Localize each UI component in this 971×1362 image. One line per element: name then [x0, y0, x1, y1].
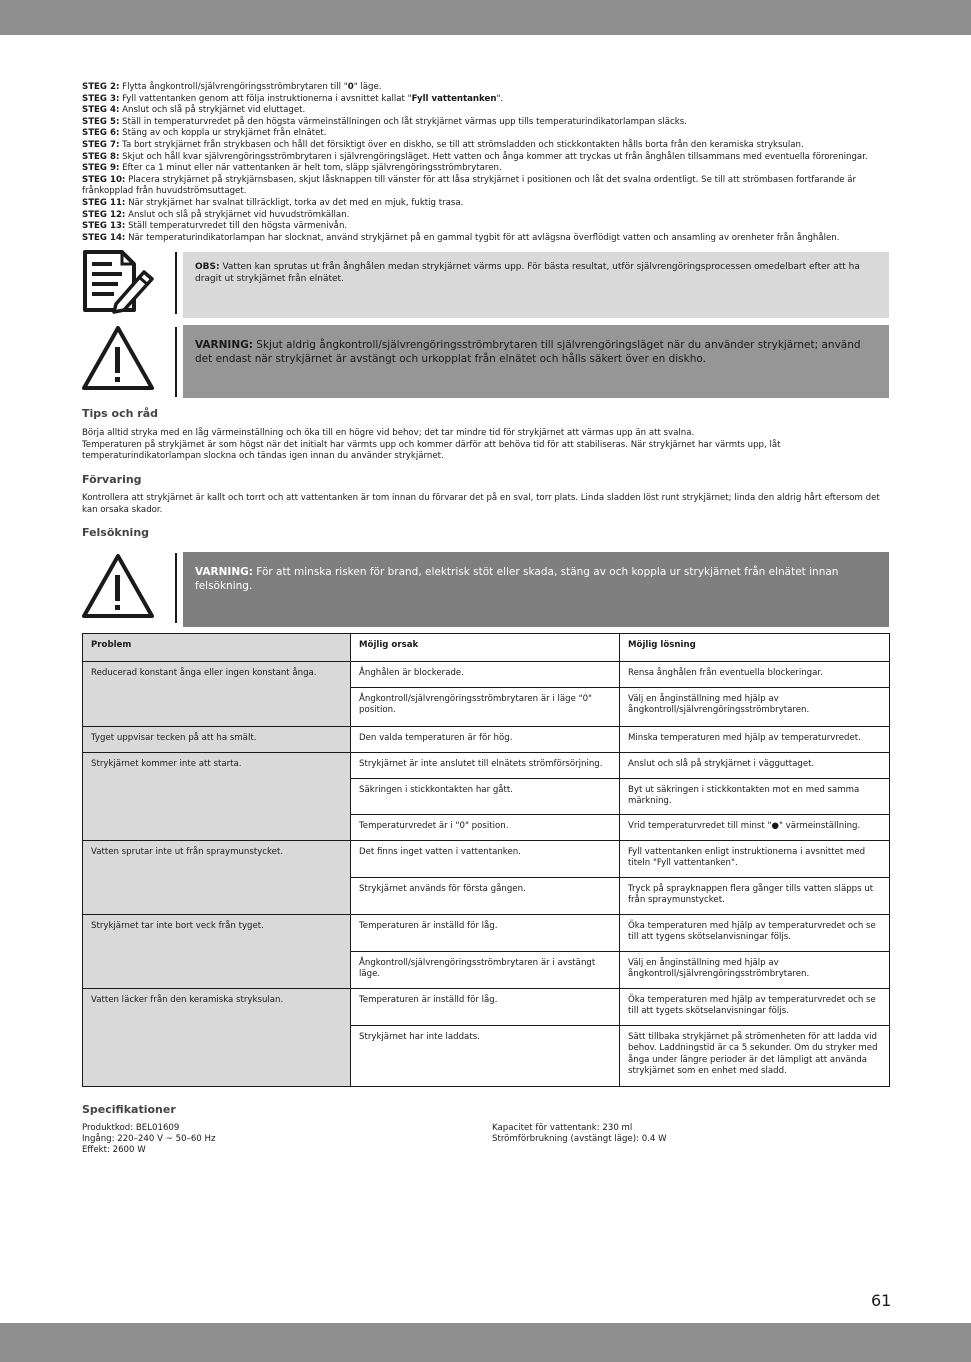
- cause-cell: Ånghålen är blockerade.: [351, 662, 620, 688]
- step-text: När temperaturindikatorlampan har slocknat, använd strykjärnet på en gammal tygbit för att avlägsna överflödigt vatten och ansamling av orenheter från ånghålen.: [125, 232, 840, 243]
- step-label: STEG 3:: [82, 93, 120, 104]
- cause-cell: Temperaturen är inställd för låg.: [351, 914, 620, 951]
- step-label: STEG 11:: [82, 197, 126, 208]
- specs-right: [492, 1123, 667, 1145]
- solution-cell: Byt ut säkringen i stickkontakten mot en med samma märkning.: [620, 779, 890, 815]
- table-row: [83, 662, 890, 688]
- step-text: När strykjärnet har svalnat tillräckligt, torka av det med en mjuk, fuktig trasa.: [125, 197, 464, 208]
- solution-cell: Välj en ånginställning med hjälp av ångkontroll/självrengöringsströmbrytaren.: [620, 951, 890, 988]
- step-text: Ta bort strykjärnet från strykbasen och håll det försiktigt över en diskho, se till att strömsladden och stickkontakten hålls borta från den keramiska stryksulan.: [119, 139, 804, 150]
- cause-cell: Säkringen i stickkontakten har gått.: [351, 779, 620, 815]
- troubleshooting-warning-callout: [82, 550, 889, 627]
- obs-callout: [82, 248, 889, 318]
- step-item: [82, 105, 889, 117]
- problem-cell: Strykjärnet kommer inte att starta.: [83, 753, 351, 841]
- problem-cell: Vatten sprutar inte ut från spraymunstycket.: [83, 840, 351, 914]
- step-label: STEG 8:: [82, 151, 120, 162]
- table-row: [83, 914, 890, 951]
- step-label: STEG 9:: [82, 163, 120, 174]
- problem-cell: Reducerad konstant ånga eller ingen konstant ånga.: [83, 662, 351, 727]
- step-item: [82, 94, 889, 106]
- step-label: STEG 7:: [82, 139, 120, 150]
- table-row: [83, 840, 890, 877]
- storage-text: [82, 493, 889, 516]
- obs-label: OBS:: [195, 262, 220, 272]
- bottom-band: [0, 1323, 971, 1362]
- warning-label: VARNING:: [195, 339, 253, 351]
- page-number: 61: [871, 1291, 892, 1310]
- step-item: [82, 152, 889, 164]
- tips-heading: Tips och råd: [82, 407, 158, 420]
- problem-cell: Tyget uppvisar tecken på att ha smält.: [83, 727, 351, 753]
- troubleshooting-warning-box: [183, 552, 889, 627]
- tips-paragraph: Börja alltid stryka med en låg värmeinställning och öka till en högre vid behov; det tar mindre tid för strykjärnet att värmas upp än att svalna.: [82, 428, 695, 438]
- spec-item: Effekt: 2600 W: [82, 1145, 146, 1156]
- cause-cell: Strykjärnet har inte laddats.: [351, 1025, 620, 1086]
- step-item: [82, 128, 889, 140]
- table-header-row: [83, 634, 890, 662]
- step-label: STEG 14:: [82, 232, 126, 243]
- cause-cell: Strykjärnet används för första gången.: [351, 877, 620, 914]
- solution-cell: Öka temperaturen med hjälp av temperaturvredet och se till att tygens skötselanvisningar följs.: [620, 914, 890, 951]
- spec-item: Kapacitet för vattentank: 230 ml: [492, 1123, 633, 1133]
- solution-cell: Tryck på sprayknappen flera gånger tills vatten släpps ut från spraymunstycket.: [620, 877, 890, 914]
- step-item: [82, 233, 889, 245]
- spec-item: Produktkod: BEL01609: [82, 1123, 180, 1133]
- tips-text: [82, 428, 889, 463]
- problem-cell: Strykjärnet tar inte bort veck från tyget.: [83, 914, 351, 988]
- step-item: [82, 175, 889, 198]
- spec-item: Ingång: 220–240 V ~ 50–60 Hz: [82, 1134, 216, 1145]
- step-text: Stäng av och koppla ur strykjärnet från elnätet.: [119, 128, 327, 139]
- step-label: STEG 10:: [82, 174, 126, 185]
- cause-cell: Temperaturen är inställd för låg.: [351, 988, 620, 1025]
- warning-triangle-icon: [82, 553, 154, 619]
- step-item: [82, 163, 889, 175]
- cause-cell: Temperaturvredet är i "0" position.: [351, 814, 620, 840]
- step-label: STEG 13:: [82, 221, 126, 232]
- problem-cell: Vatten läcker från den keramiska stryksulan.: [83, 988, 351, 1086]
- top-band: [0, 0, 971, 35]
- warning-text: För att minska risken för brand, elektrisk stöt eller skada, stäng av och koppla ur strykjärnet från elnätet innan felsökning.: [195, 566, 839, 592]
- solution-cell: Fyll vattentanken enligt instruktionerna i avsnittet med titeln "Fyll vattentanken".: [620, 840, 890, 877]
- troubleshooting-heading: Felsökning: [82, 526, 150, 539]
- step-emphasis: Fyll vattentanken: [411, 93, 497, 104]
- step-item: [82, 210, 889, 222]
- step-label: STEG 2:: [82, 82, 120, 92]
- warning-label: VARNING:: [195, 566, 253, 578]
- step-text: Efter ca 1 minut eller när vattentanken är helt tom, släpp självrengöringsströmbrytaren.: [119, 163, 502, 174]
- cause-cell: Ångkontroll/självrengöringsströmbrytaren är i läge "0" position.: [351, 688, 620, 727]
- storage-heading: Förvaring: [82, 473, 142, 486]
- step-text: Placera strykjärnet på strykjärnsbasen, skjut låsknappen till vänster för att låsa strykjärnet i positionen och låt det svalna ordentligt. Se till att strömbasen fortfarande är frånkopplad från huvudströmsuttaget.: [82, 174, 857, 197]
- column-header-cause: Möjlig orsak: [351, 634, 620, 662]
- step-text: Flytta ångkontroll/självrengöringsströmbrytaren till ": [119, 82, 348, 92]
- table-row: [83, 988, 890, 1025]
- cause-cell: Det finns inget vatten i vattentanken.: [351, 840, 620, 877]
- solution-cell: Rensa ånghålen från eventuella blockeringar.: [620, 662, 890, 688]
- step-label: STEG 6:: [82, 128, 120, 139]
- step-item: [82, 82, 889, 94]
- step-text: Skjut och håll kvar självrengöringsströmbrytaren i självrengöringsläget. Hett vatten och ånga kommer att tryckas ut från ånghålen tillsammans med eventuella föroreningar.: [119, 151, 868, 162]
- warning-text: Skjut aldrig ångkontroll/självrengöringsströmbrytaren till självrengöringsläget när du använder strykjärnet; använd det endast när strykjärnet är avstängt och urkopplat från elnätet och hålls säkert över en diskho.: [195, 339, 861, 365]
- callout-divider: [175, 553, 177, 623]
- table-row: [83, 727, 890, 753]
- callout-divider: [175, 327, 177, 397]
- step-item: [82, 117, 889, 129]
- step-text: Ställ in temperaturvredet på den högsta värmeinställningen och låt strykjärnet värmas upp tills temperaturindikatorlampan släcks.: [119, 116, 687, 127]
- storage-paragraph: Kontrollera att strykjärnet är kallt och torrt och att vattentanken är tom innan du förvarar det på en sval, torr plats. Linda sladden löst runt strykjärnet; linda den aldrig hårt eftersom det kan orsaka skador.: [82, 493, 880, 515]
- step-label: STEG 12:: [82, 209, 126, 220]
- column-header-solution: Möjlig lösning: [620, 634, 890, 662]
- warning-triangle-icon: [82, 325, 154, 391]
- spec-item: Strömförbrukning (avstängt läge): 0.4 W: [492, 1134, 667, 1145]
- cause-cell: Strykjärnet är inte anslutet till elnätets strömförsörjning.: [351, 753, 620, 779]
- troubleshooting-table: [82, 633, 890, 1087]
- step-text: Ställ temperaturvredet till den högsta värmenivån.: [125, 221, 348, 232]
- tips-paragraph: Temperaturen på strykjärnet är som högst när det initialt har värmts upp och kommer därför att behöva tid för att stabiliseras. När strykjärnet har värmts upp, låt temperaturindikatorlampan slockna och tändas igen innan du använder strykjärnet.: [82, 439, 781, 462]
- obs-text: Vatten kan sprutas ut från ånghålen medan strykjärnet värms upp. För bästa resultat, utför självrengöringsprocessen omedelbart efter att ha dragit ut strykjärnet från elnätet.: [195, 262, 860, 284]
- step-item: [82, 140, 889, 152]
- cleaning-steps: [82, 82, 889, 244]
- solution-cell: Sätt tillbaka strykjärnet på strömenheten för att ladda vid behov. Laddningstid är ca 5 sekunder. Om du stryker med ånga under längre perioder är det lämpligt att använda strykjärnet som en enhet med sladd.: [620, 1025, 890, 1086]
- solution-cell: Anslut och slå på strykjärnet i vägguttaget.: [620, 753, 890, 779]
- specs-left: [82, 1123, 215, 1157]
- obs-box: [183, 252, 889, 318]
- warning-callout: [82, 325, 889, 399]
- cause-cell: Ångkontroll/självrengöringsströmbrytaren är i avstängt läge.: [351, 951, 620, 988]
- step-emphasis: 0: [347, 82, 354, 92]
- step-item: [82, 221, 889, 233]
- solution-cell: Välj en ånginställning med hjälp av ångkontroll/självrengöringsströmbrytaren.: [620, 688, 890, 727]
- step-item: [82, 198, 889, 210]
- note-pencil-icon: [82, 248, 154, 314]
- callout-divider: [175, 252, 177, 314]
- step-text: Anslut och slå på strykjärnet vid huvudströmkällan.: [125, 209, 350, 220]
- step-text: Fyll vattentanken genom att följa instruktionerna i avsnittet kallat ": [119, 93, 412, 104]
- specs-heading: Specifikationer: [82, 1103, 176, 1116]
- step-text: Anslut och slå på strykjärnet vid eluttaget.: [119, 105, 306, 116]
- step-label: STEG 4:: [82, 105, 120, 116]
- step-text: " läge.: [353, 82, 382, 92]
- step-label: STEG 5:: [82, 116, 120, 127]
- solution-cell: Öka temperaturen med hjälp av temperaturvredet och se till att tygets skötselanvisningar följs.: [620, 988, 890, 1025]
- column-header-problem: Problem: [83, 634, 351, 662]
- warning-box: [183, 325, 889, 398]
- cause-cell: Den valda temperaturen är för hög.: [351, 727, 620, 753]
- table-row: [83, 753, 890, 779]
- solution-cell: Vrid temperaturvredet till minst "●" värmeinställning.: [620, 814, 890, 840]
- solution-cell: Minska temperaturen med hjälp av temperaturvredet.: [620, 727, 890, 753]
- troubleshooting-table-body: [83, 662, 890, 1087]
- step-text: ".: [496, 93, 504, 104]
